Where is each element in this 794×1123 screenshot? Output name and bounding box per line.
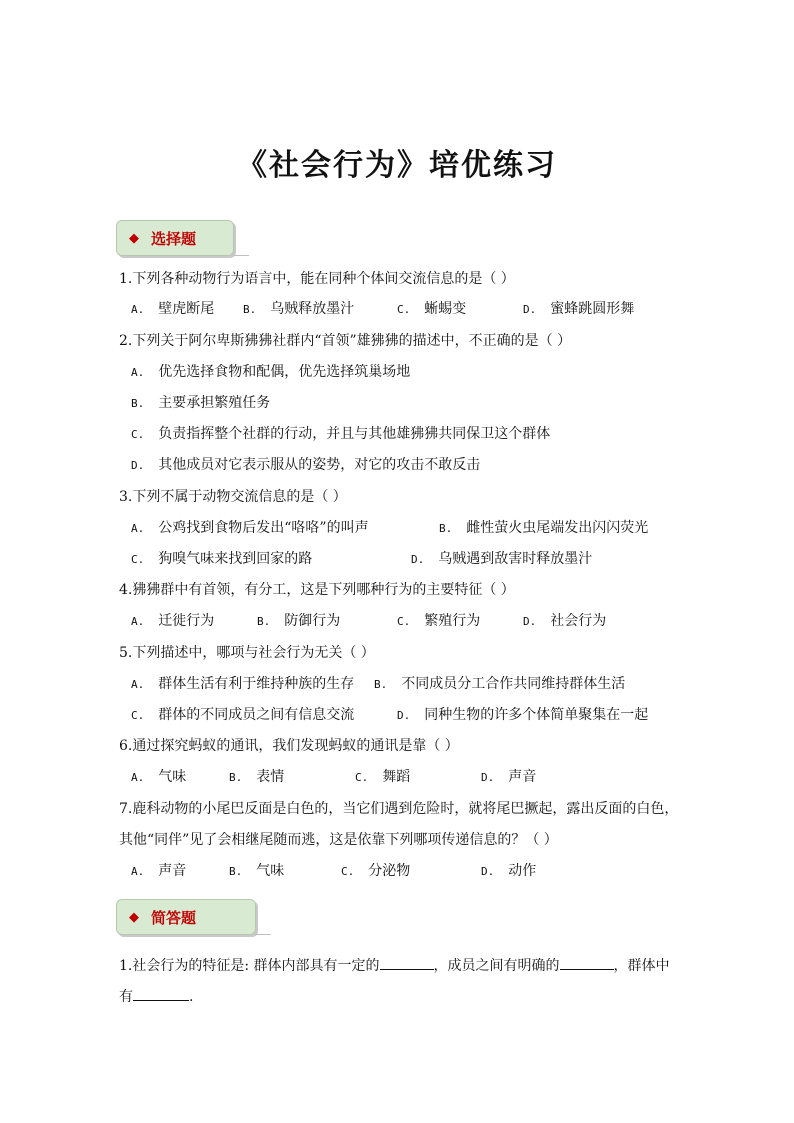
q4-option-b: B. 防御行为: [257, 613, 341, 629]
question-3-stem: 3.下列不属于动物交流信息的是（ ）: [119, 489, 347, 505]
q2-option-d: D. 其他成员对它表示服从的姿势，对它的攻击不敢反击: [131, 457, 481, 473]
question-2-stem: 2.下列关于阿尔卑斯狒狒社群内“首领”雄狒狒的描述中，不正确的是（ ）: [119, 333, 572, 349]
q2-option-b: B. 主要承担繁殖任务: [131, 395, 271, 411]
question-6-stem: 6.通过探究蚂蚁的通讯，我们发现蚂蚁的通讯是靠（ ）: [119, 738, 459, 754]
q3-option-a: A. 公鸡找到食物后发出“咯咯”的叫声: [131, 520, 369, 536]
q7-option-c: C. 分泌物: [341, 863, 411, 879]
section-tag-choice: [116, 220, 234, 256]
short-answer-1-line2: 有 .: [119, 986, 193, 1007]
section-label-choice: 选择题: [151, 229, 197, 248]
q4-option-c: C. 繁殖行为: [397, 613, 481, 629]
q1-option-b: B. 乌贼释放墨汁: [243, 301, 355, 317]
q3-option-c: C. 狗嗅气味来找到回家的路: [131, 551, 313, 567]
q1-option-d: D. 蜜蜂跳圆形舞: [523, 301, 635, 317]
q2-option-a: A. 优先选择食物和配偶，优先选择筑巢场地: [131, 364, 411, 380]
q3-option-d: D. 乌贼遇到敌害时释放墨汁: [411, 551, 593, 567]
short-answer-1-line1: 1.社会行为的特征是: 群体内部具有一定的 ，成员之间有明确的 ，群体中: [119, 955, 670, 976]
q7-option-a: A. 声音: [131, 863, 187, 879]
question-4-stem: 4.狒狒群中有首领，有分工，这是下列哪种行为的主要特征（ ）: [119, 582, 515, 598]
answer-blank[interactable]: [560, 955, 614, 970]
q3-option-b: B. 雌性萤火虫尾端发出闪闪荧光: [439, 520, 649, 536]
question-7-stem-line2: 其他“同伴”见了会相继尾随而逃，这是依靠下列哪项传递信息的？（ ）: [119, 832, 558, 848]
q7-option-d: D. 动作: [481, 863, 537, 879]
page-title: 《社会行为》培优练习: [237, 148, 557, 183]
answer-blank[interactable]: [133, 986, 189, 1001]
q4-option-d: D. 社会行为: [523, 613, 607, 629]
q1-option-a: A. 壁虎断尾: [131, 301, 215, 317]
q6-option-c: C. 舞蹈: [355, 769, 411, 785]
section-tag-tail: [255, 934, 271, 935]
section-tag-short-answer: [116, 899, 256, 935]
q5-option-d: D. 同种生物的许多个体简单聚集在一起: [397, 707, 649, 723]
q6-option-a: A. 气味: [131, 769, 187, 785]
question-1-stem: 1.下列各种动物行为语言中，能在同种个体间交流信息的是（ ）: [119, 271, 515, 287]
question-7-stem-line1: 7.鹿科动物的小尾巴反面是白色的，当它们遇到危险时，就将尾巴撅起，露出反面的白色，: [119, 801, 679, 817]
diamond-icon: ◆: [129, 230, 139, 246]
q6-option-d: D. 声音: [481, 769, 537, 785]
diamond-icon: ◆: [129, 909, 139, 925]
q5-option-c: C. 群体的不同成员之间有信息交流: [131, 707, 355, 723]
section-tag-tail: [233, 255, 249, 256]
q6-option-b: B. 表情: [229, 769, 285, 785]
section-label-short-answer: 简答题: [151, 908, 197, 927]
q2-option-c: C. 负责指挥整个社群的行动，并且与其他雄狒狒共同保卫这个群体: [131, 426, 551, 442]
q1-option-c: C. 蜥蜴变: [397, 301, 467, 317]
q4-option-a: A. 迁徙行为: [131, 613, 215, 629]
q5-option-b: B. 不同成员分工合作共同维持群体生活: [374, 676, 626, 692]
q7-option-b: B. 气味: [229, 863, 285, 879]
question-5-stem: 5.下列描述中，哪项与社会行为无关（ ）: [119, 645, 375, 661]
q5-option-a: A. 群体生活有利于维持种族的生存: [131, 676, 355, 692]
answer-blank[interactable]: [380, 955, 434, 970]
